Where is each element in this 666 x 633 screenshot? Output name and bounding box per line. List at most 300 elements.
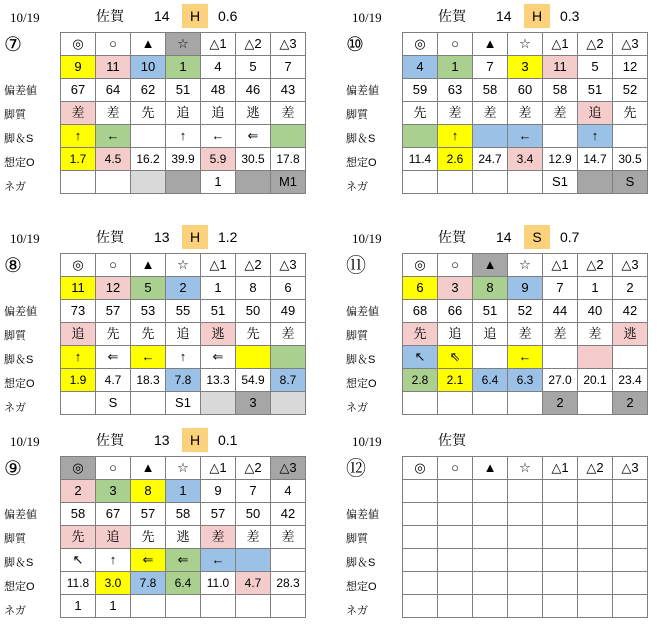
row-label: ネガ <box>346 402 368 414</box>
mark-cell: △3 <box>613 254 648 277</box>
panel-header <box>2 225 322 249</box>
index-value: 0.1 <box>218 432 238 448</box>
grid-cell: 57 <box>131 503 166 526</box>
row-label: 脚＆S <box>4 557 34 569</box>
grid-row <box>61 125 306 148</box>
grid-cell <box>166 171 201 194</box>
grid-row <box>403 572 648 595</box>
grid-cell: 差 <box>543 102 578 125</box>
grid-cell: ⇐ <box>96 346 131 369</box>
prediction-grid <box>60 456 306 618</box>
grid-cell: 追 <box>61 323 96 346</box>
grid-cell: 51 <box>201 300 236 323</box>
index-value: 1.2 <box>218 229 238 245</box>
grid-cell: 2 <box>613 277 648 300</box>
grid-cell: ↑ <box>578 125 613 148</box>
row-label: 偏差値 <box>4 85 37 97</box>
grid-cell: 2 <box>543 392 578 415</box>
grid-cell <box>613 549 648 572</box>
panel-header <box>344 428 664 452</box>
grid-cell <box>578 572 613 595</box>
grid-cell: S1 <box>543 171 578 194</box>
grid-cell <box>201 595 236 618</box>
venue-name: 佐賀 <box>438 229 466 245</box>
mark-cell: △2 <box>578 33 613 56</box>
grid-cell: 57 <box>201 503 236 526</box>
mode-badge: H <box>182 225 208 249</box>
grid-cell: 差 <box>271 526 306 549</box>
race-number: ⑧ <box>4 255 22 277</box>
grid-cell: 11 <box>96 56 131 79</box>
mode-badge: H <box>182 428 208 452</box>
panel-race-7 <box>2 4 322 209</box>
grid-cell <box>438 549 473 572</box>
grid-cell: 49 <box>271 300 306 323</box>
grid-cell <box>61 171 96 194</box>
grid-cell: 先 <box>131 323 166 346</box>
grid-cell: 16.2 <box>131 148 166 171</box>
row-label: 脚質 <box>4 533 26 545</box>
grid-cell <box>508 480 543 503</box>
grid-cell: 7 <box>271 56 306 79</box>
mark-cell: ◎ <box>403 254 438 277</box>
grid-cell <box>403 392 438 415</box>
grid-row <box>61 102 306 125</box>
grid-cell: 7 <box>543 277 578 300</box>
grid-row <box>61 346 306 369</box>
row-label: 脚＆S <box>346 557 376 569</box>
grid-cell: 42 <box>271 503 306 526</box>
mark-cell: ▲ <box>131 254 166 277</box>
mark-cell: ◎ <box>403 33 438 56</box>
grid-row <box>403 526 648 549</box>
grid-cell: ← <box>96 125 131 148</box>
grid-cell: 50 <box>236 503 271 526</box>
grid-cell: 53 <box>131 300 166 323</box>
grid-cell: 9 <box>508 277 543 300</box>
grid-cell: 30.5 <box>236 148 271 171</box>
row-label: ネガ <box>346 181 368 193</box>
grid-row <box>61 33 306 56</box>
grid-cell: 5.9 <box>201 148 236 171</box>
grid-cell: 差 <box>508 102 543 125</box>
grid-cell: 1 <box>201 171 236 194</box>
mark-cell: △1 <box>543 457 578 480</box>
mark-cell: △1 <box>201 254 236 277</box>
grid-row <box>403 323 648 346</box>
mark-cell: ▲ <box>473 254 508 277</box>
mark-cell: ☆ <box>508 33 543 56</box>
grid-cell <box>271 549 306 572</box>
prediction-grid <box>60 32 306 194</box>
mark-cell: ◎ <box>61 254 96 277</box>
mark-cell: ▲ <box>473 33 508 56</box>
grid-cell: ↖ <box>61 549 96 572</box>
grid-cell: 差 <box>473 102 508 125</box>
grid-cell <box>438 572 473 595</box>
venue-name: 佐賀 <box>96 229 124 245</box>
grid-cell: 58 <box>543 79 578 102</box>
mark-cell: ▲ <box>131 457 166 480</box>
grid-row <box>61 323 306 346</box>
grid-row <box>403 56 648 79</box>
row-label: 脚＆S <box>4 133 34 145</box>
panel-race-9 <box>2 428 322 633</box>
prediction-grid <box>60 253 306 415</box>
grid-cell: 39.9 <box>166 148 201 171</box>
grid-cell: ← <box>131 346 166 369</box>
grid-row <box>403 369 648 392</box>
grid-cell <box>473 526 508 549</box>
panel-race-8 <box>2 225 322 430</box>
mark-cell: △1 <box>543 254 578 277</box>
grid-row <box>403 277 648 300</box>
grid-cell: 4 <box>403 56 438 79</box>
panel-race-12 <box>344 428 664 633</box>
prediction-grid <box>402 456 648 618</box>
grid-cell: 4.7 <box>236 572 271 595</box>
grid-row <box>403 549 648 572</box>
grid-cell <box>271 595 306 618</box>
grid-cell: 3 <box>236 392 271 415</box>
grid-row <box>403 300 648 323</box>
venue-name: 佐賀 <box>438 8 466 24</box>
grid-cell <box>131 595 166 618</box>
grid-cell: 12.9 <box>543 148 578 171</box>
grid-cell <box>438 595 473 618</box>
mark-cell: △1 <box>543 33 578 56</box>
grid-cell: 67 <box>96 503 131 526</box>
grid-cell: 58 <box>473 79 508 102</box>
grid-cell: 43 <box>271 79 306 102</box>
grid-cell: 51 <box>166 79 201 102</box>
grid-cell: 11 <box>543 56 578 79</box>
grid-cell: 1 <box>201 277 236 300</box>
grid-row <box>403 457 648 480</box>
grid-row <box>403 346 648 369</box>
grid-cell: S <box>96 392 131 415</box>
grid-cell <box>403 572 438 595</box>
grid-cell: ⇖ <box>438 346 473 369</box>
grid-cell: 30.5 <box>613 148 648 171</box>
grid-cell: 11.8 <box>61 572 96 595</box>
mark-cell: △2 <box>578 457 613 480</box>
grid-cell: 追 <box>201 102 236 125</box>
grid-cell: ← <box>201 549 236 572</box>
grid-cell: 逃 <box>236 102 271 125</box>
grid-cell <box>578 503 613 526</box>
race-date: 10/19 <box>352 10 382 25</box>
grid-cell: 59 <box>403 79 438 102</box>
race-date: 10/19 <box>352 434 382 449</box>
grid-cell: 12 <box>96 277 131 300</box>
grid-cell: 差 <box>438 102 473 125</box>
index-value: 0.6 <box>218 8 238 24</box>
grid-cell: 9 <box>201 480 236 503</box>
grid-cell <box>473 572 508 595</box>
grid-cell: 28.3 <box>271 572 306 595</box>
grid-cell: 9 <box>61 56 96 79</box>
row-label: 偏差値 <box>4 509 37 521</box>
row-label: 偏差値 <box>346 509 379 521</box>
grid-cell <box>543 480 578 503</box>
race-date: 10/19 <box>10 434 40 449</box>
grid-cell: 追 <box>166 323 201 346</box>
grid-cell: 追 <box>473 323 508 346</box>
grid-cell: 52 <box>613 79 648 102</box>
prediction-grid <box>402 32 648 194</box>
grid-cell <box>166 595 201 618</box>
grid-cell <box>543 346 578 369</box>
grid-cell: 7 <box>236 480 271 503</box>
grid-cell: 11.4 <box>403 148 438 171</box>
row-label: 脚＆S <box>346 354 376 366</box>
grid-cell: 6 <box>403 277 438 300</box>
grid-cell <box>236 549 271 572</box>
mark-cell: △2 <box>236 33 271 56</box>
race-number: ⑨ <box>4 458 22 480</box>
grid-row <box>403 503 648 526</box>
grid-cell: ← <box>508 125 543 148</box>
runner-count: 13 <box>154 229 170 245</box>
panel-race-11 <box>344 225 664 430</box>
mark-cell: ☆ <box>508 254 543 277</box>
row-label: 偏差値 <box>346 85 379 97</box>
grid-cell <box>403 595 438 618</box>
grid-cell: ⇐ <box>201 346 236 369</box>
grid-cell: 20.1 <box>578 369 613 392</box>
grid-cell: 3.0 <box>96 572 131 595</box>
grid-cell: S <box>613 171 648 194</box>
panel-header <box>344 4 664 28</box>
grid-cell: 60 <box>508 79 543 102</box>
grid-row <box>403 148 648 171</box>
grid-cell <box>508 392 543 415</box>
mark-cell: ◎ <box>61 457 96 480</box>
grid-cell <box>613 572 648 595</box>
grid-row <box>61 572 306 595</box>
grid-cell: 3.4 <box>508 148 543 171</box>
grid-cell: ↑ <box>61 125 96 148</box>
grid-cell: 4 <box>271 480 306 503</box>
grid-cell: 差 <box>61 102 96 125</box>
grid-cell <box>201 392 236 415</box>
venue-name: 佐賀 <box>438 432 466 448</box>
grid-cell: 14.7 <box>578 148 613 171</box>
runner-count: 14 <box>496 8 512 24</box>
grid-cell <box>438 526 473 549</box>
grid-cell <box>508 171 543 194</box>
mark-cell: △1 <box>201 33 236 56</box>
grid-cell <box>236 171 271 194</box>
grid-cell <box>613 595 648 618</box>
row-label: 想定O <box>4 157 35 169</box>
grid-cell: 1 <box>166 480 201 503</box>
grid-cell <box>578 171 613 194</box>
row-label: 想定O <box>346 157 377 169</box>
grid-cell: 差 <box>508 323 543 346</box>
grid-cell: 5 <box>236 56 271 79</box>
grid-cell <box>543 572 578 595</box>
mark-cell: ○ <box>96 457 131 480</box>
grid-cell: 3 <box>438 277 473 300</box>
grid-cell: 7 <box>473 56 508 79</box>
grid-cell: 差 <box>543 323 578 346</box>
grid-cell <box>438 503 473 526</box>
grid-row <box>403 254 648 277</box>
grid-cell: 11.0 <box>201 572 236 595</box>
grid-row <box>403 102 648 125</box>
grid-cell: 先 <box>403 323 438 346</box>
grid-cell: 逃 <box>166 526 201 549</box>
grid-cell: 先 <box>131 526 166 549</box>
grid-cell <box>543 595 578 618</box>
grid-row <box>403 595 648 618</box>
grid-cell: ↑ <box>61 346 96 369</box>
grid-cell: 先 <box>131 102 166 125</box>
grid-cell: ← <box>201 125 236 148</box>
grid-cell: 1 <box>61 595 96 618</box>
mark-cell: ☆ <box>166 254 201 277</box>
grid-cell: 2.1 <box>438 369 473 392</box>
grid-cell: ← <box>508 346 543 369</box>
grid-cell <box>578 346 613 369</box>
runner-count: 14 <box>154 8 170 24</box>
grid-cell: 1 <box>438 56 473 79</box>
mode-badge: H <box>524 4 550 28</box>
grid-cell: 先 <box>96 323 131 346</box>
grid-row <box>403 480 648 503</box>
mark-cell: ☆ <box>166 457 201 480</box>
grid-cell: 4 <box>201 56 236 79</box>
grid-cell <box>438 392 473 415</box>
grid-cell <box>236 346 271 369</box>
row-label: ネガ <box>346 605 368 617</box>
grid-cell: 1.9 <box>61 369 96 392</box>
race-number: ⑩ <box>346 34 364 56</box>
grid-cell <box>473 346 508 369</box>
mark-cell: ○ <box>438 254 473 277</box>
row-label: 想定O <box>4 581 35 593</box>
grid-cell: 2.8 <box>403 369 438 392</box>
grid-row <box>61 549 306 572</box>
grid-row <box>61 148 306 171</box>
grid-row <box>61 480 306 503</box>
grid-row <box>403 392 648 415</box>
grid-cell <box>403 549 438 572</box>
row-label: 想定O <box>4 378 35 390</box>
grid-row <box>61 56 306 79</box>
grid-cell: 2.6 <box>438 148 473 171</box>
grid-row <box>61 595 306 618</box>
grid-cell <box>508 503 543 526</box>
grid-cell <box>131 392 166 415</box>
mark-cell: △2 <box>236 457 271 480</box>
grid-cell: 追 <box>578 102 613 125</box>
mark-cell: △1 <box>201 457 236 480</box>
grid-cell <box>403 503 438 526</box>
grid-cell: 逃 <box>201 323 236 346</box>
index-value: 0.3 <box>560 8 580 24</box>
race-date: 10/19 <box>10 10 40 25</box>
race-number: ⑪ <box>346 255 366 277</box>
grid-cell: 8.7 <box>271 369 306 392</box>
grid-cell: 52 <box>508 300 543 323</box>
grid-row <box>61 457 306 480</box>
grid-cell: 追 <box>438 323 473 346</box>
grid-cell: 2 <box>613 392 648 415</box>
grid-cell <box>543 526 578 549</box>
grid-cell <box>613 125 648 148</box>
mark-cell: ◎ <box>61 33 96 56</box>
race-number: ⑦ <box>4 34 22 56</box>
grid-row <box>61 171 306 194</box>
grid-cell: 追 <box>96 526 131 549</box>
grid-cell: 18.3 <box>131 369 166 392</box>
grid-cell <box>96 171 131 194</box>
grid-cell <box>613 480 648 503</box>
row-label: ネガ <box>4 181 26 193</box>
grid-cell: 67 <box>61 79 96 102</box>
row-label: 脚質 <box>346 533 368 545</box>
grid-row <box>403 171 648 194</box>
grid-row <box>403 79 648 102</box>
grid-cell: 54.9 <box>236 369 271 392</box>
grid-row <box>61 526 306 549</box>
mark-cell: ○ <box>96 33 131 56</box>
panel-race-10 <box>344 4 664 209</box>
grid-cell: 5 <box>578 56 613 79</box>
mark-cell: △3 <box>271 33 306 56</box>
grid-cell: ↖ <box>403 346 438 369</box>
mode-badge <box>524 428 550 452</box>
grid-cell: ⇐ <box>166 549 201 572</box>
mark-cell: ◎ <box>403 457 438 480</box>
row-label: 想定O <box>346 378 377 390</box>
grid-cell: 23.4 <box>613 369 648 392</box>
mode-badge: S <box>524 225 550 249</box>
grid-cell: ↑ <box>166 125 201 148</box>
row-label: 脚質 <box>4 109 26 121</box>
grid-cell: 差 <box>96 102 131 125</box>
grid-cell: 8 <box>131 480 166 503</box>
grid-cell <box>438 480 473 503</box>
grid-cell: 58 <box>166 503 201 526</box>
grid-cell: 逃 <box>613 323 648 346</box>
grid-cell: 51 <box>578 79 613 102</box>
grid-cell: 6 <box>271 277 306 300</box>
grid-cell <box>271 346 306 369</box>
row-label: 脚＆S <box>346 133 376 145</box>
grid-cell: 4.7 <box>96 369 131 392</box>
grid-cell <box>578 480 613 503</box>
grid-cell: 50 <box>236 300 271 323</box>
panel-header <box>2 428 322 452</box>
grid-cell: S1 <box>166 392 201 415</box>
race-date: 10/19 <box>352 231 382 246</box>
grid-cell: 13.3 <box>201 369 236 392</box>
grid-cell <box>508 549 543 572</box>
grid-cell: 7.8 <box>166 369 201 392</box>
grid-cell: 1.7 <box>61 148 96 171</box>
grid-cell: 6.3 <box>508 369 543 392</box>
grid-cell: ↑ <box>438 125 473 148</box>
grid-cell: 48 <box>201 79 236 102</box>
grid-cell <box>473 503 508 526</box>
grid-row <box>61 277 306 300</box>
mark-cell: △3 <box>613 33 648 56</box>
grid-cell <box>271 125 306 148</box>
